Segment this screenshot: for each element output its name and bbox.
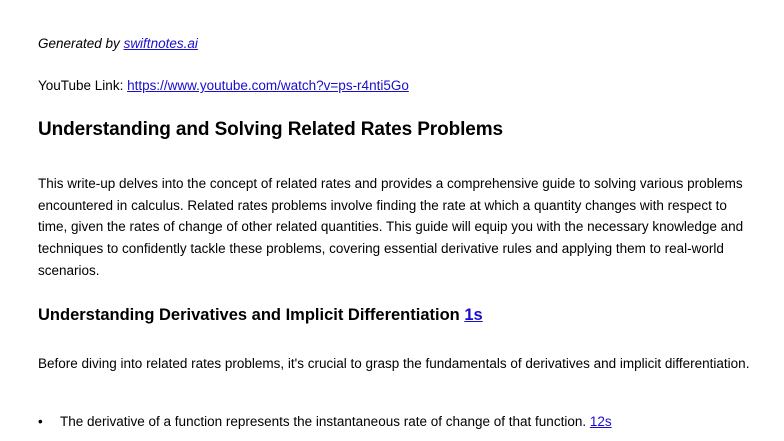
section-heading-timestamp-link[interactable]: 1s xyxy=(464,306,483,324)
document-title: Understanding and Solving Related Rates Problems xyxy=(38,119,504,140)
intro-paragraph: This write-up delves into the concept of related rates and provides a comprehensive guide to solving various problems encountered in calculus. Related rates problems involve finding the rate at which a quantity changes with respect to time, given the rates of change of other related quantities. This guide will equip you with the necessary knowledge and techniques to confidently tackle these problems, covering essential derivative rules and applying them to real-world scenarios. xyxy=(38,176,744,278)
generated-by-label: Generated by xyxy=(38,36,124,51)
generated-by-line xyxy=(38,36,198,51)
section-heading-text: Understanding Derivatives and Implicit Differentiation xyxy=(38,306,465,324)
youtube-link-line xyxy=(38,78,409,93)
swiftnotes-link[interactable]: swiftnotes.ai xyxy=(123,36,198,51)
youtube-link-label: YouTube Link: xyxy=(38,78,128,93)
bullet-icon: • xyxy=(38,414,43,429)
section-paragraph: Before diving into related rates problems, it's crucial to grasp the fundamentals of derivatives and implicit differentiation. xyxy=(38,356,750,371)
list-item-text: The derivative of a function represents the instantaneous rate of change of that function. xyxy=(60,414,590,429)
section-heading-derivatives xyxy=(38,306,483,325)
list-item xyxy=(38,414,612,429)
list-item-timestamp-link[interactable]: 12s xyxy=(589,414,612,429)
youtube-link[interactable]: https://www.youtube.com/watch?v=ps-r4nti5Go xyxy=(127,78,409,93)
